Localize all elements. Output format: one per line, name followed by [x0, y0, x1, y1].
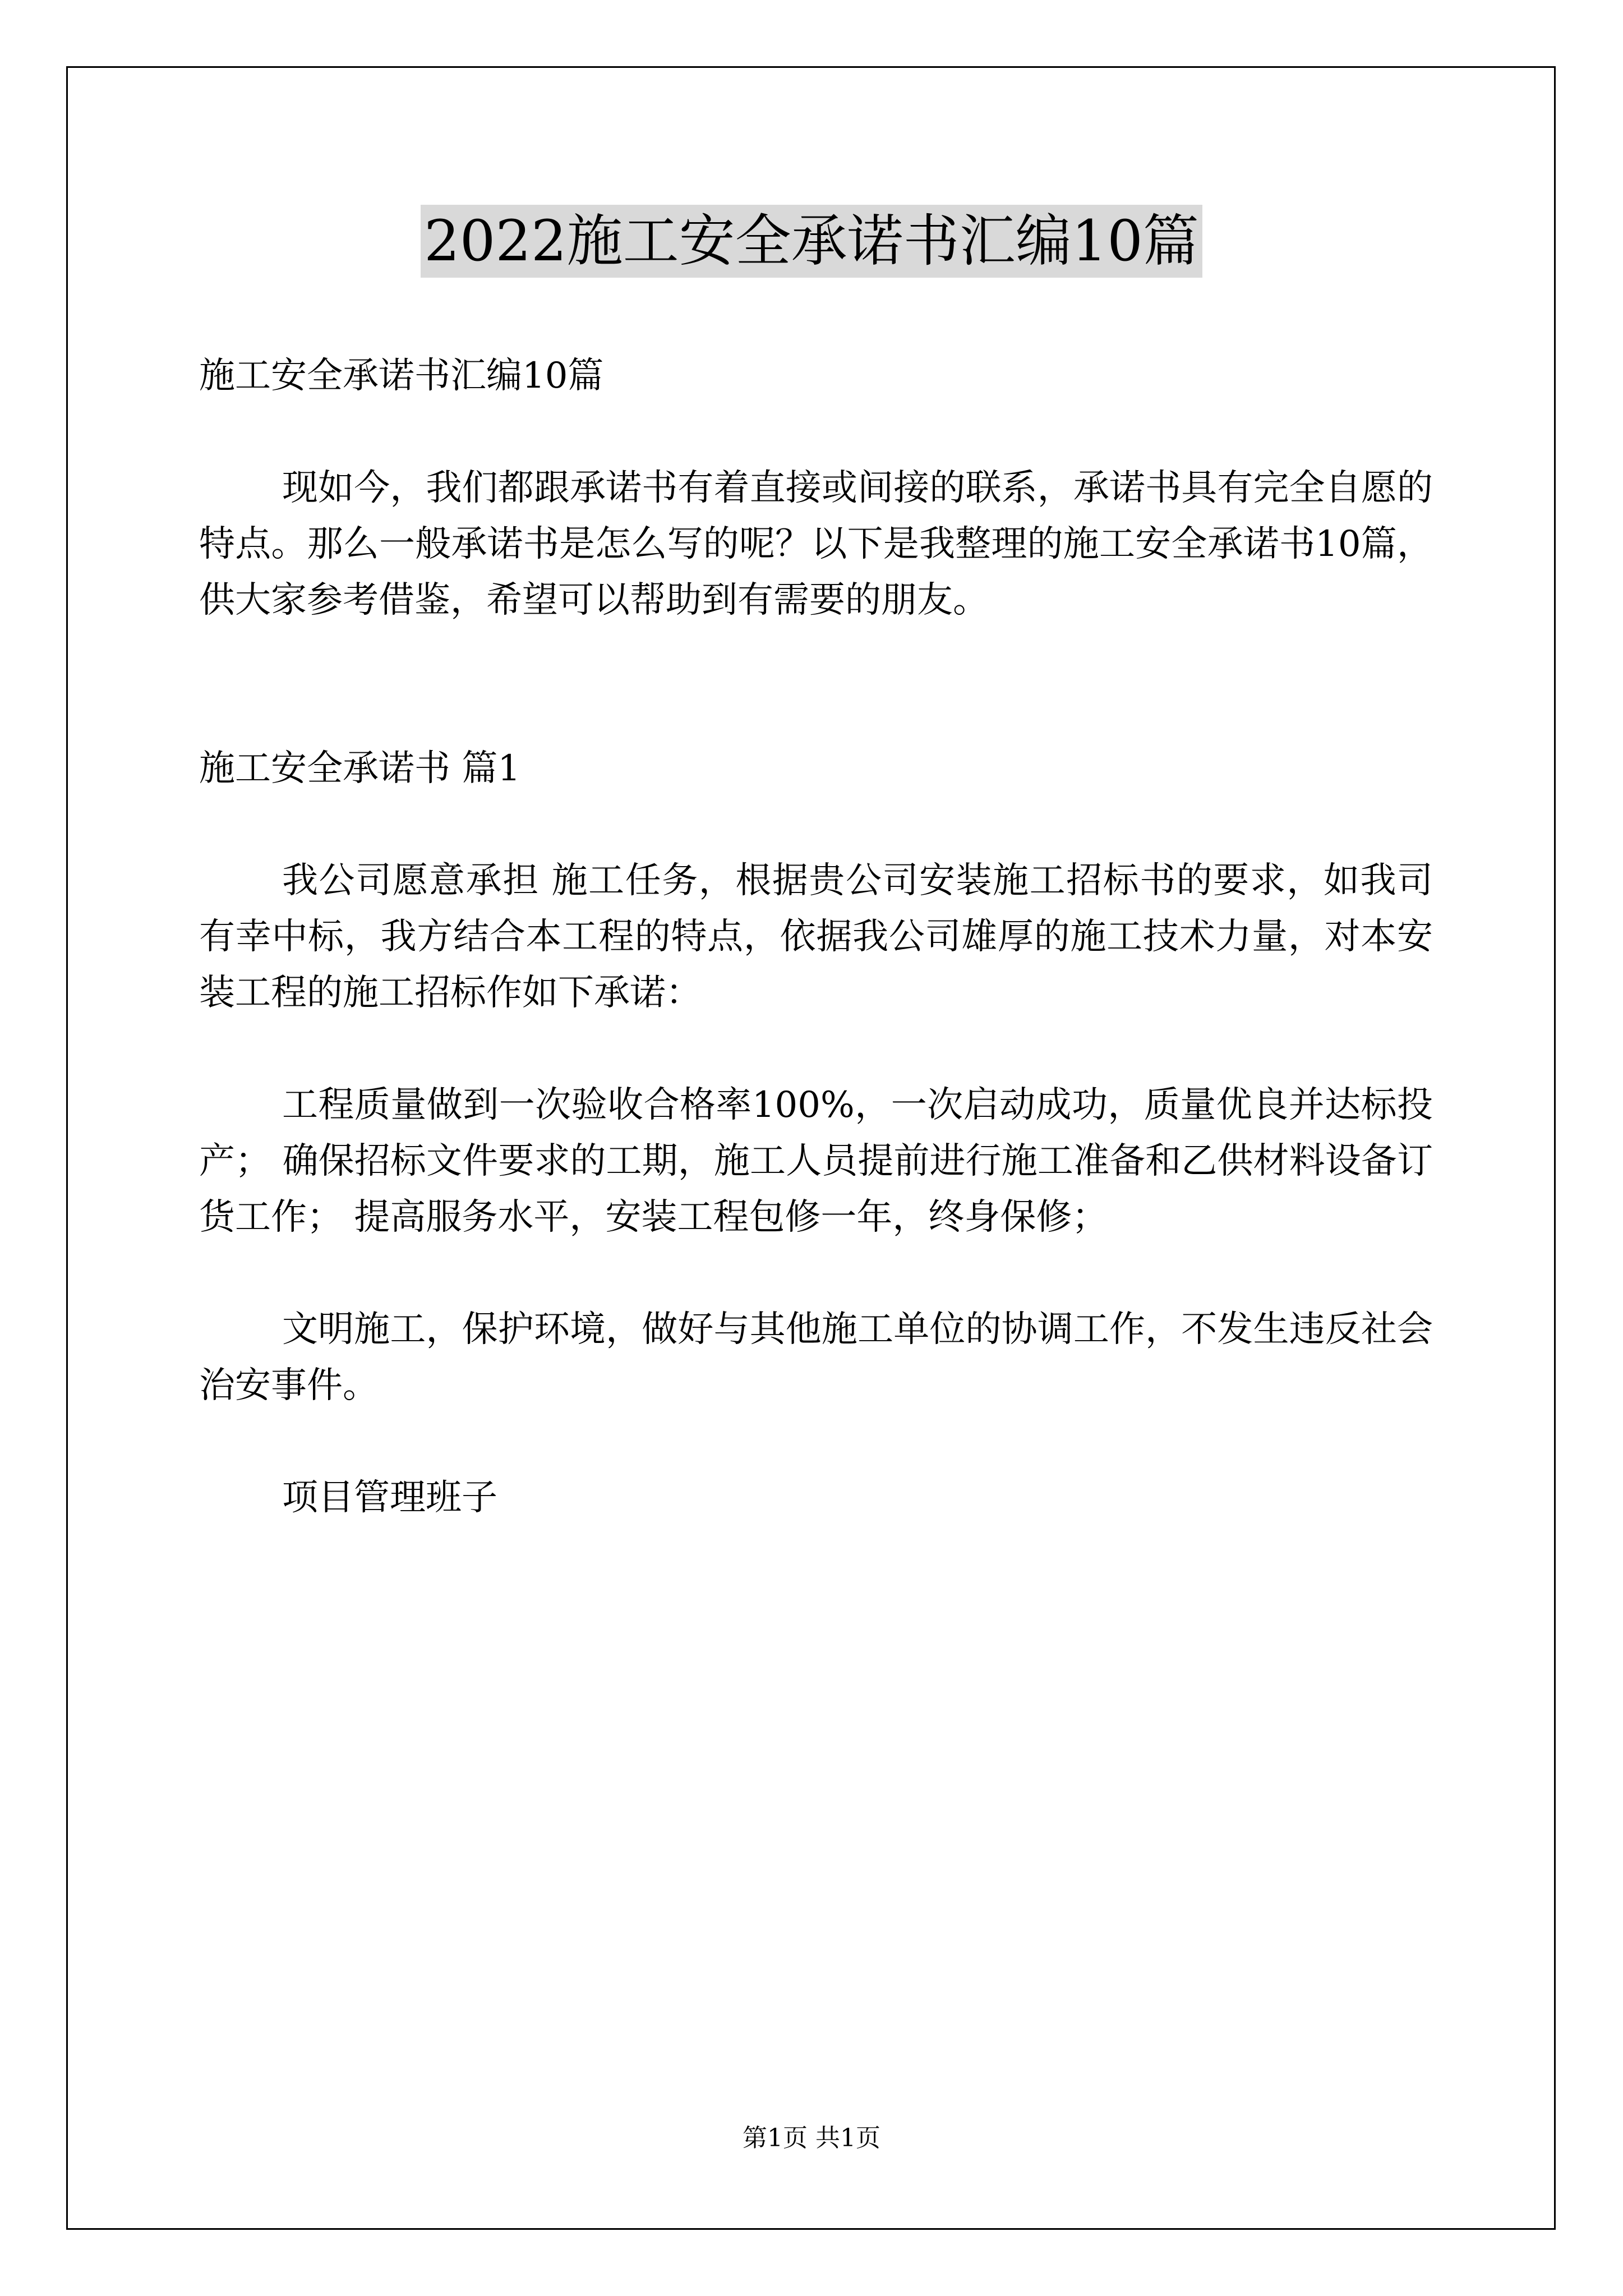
intro-paragraph: 现如今，我们都跟承诺书有着直接或间接的联系，承诺书具有完全自愿的特点。那么一般承诺书是怎么写的呢？以下是我整理的施工安全承诺书10篇，供大家参考借鉴，希望可以帮助到有需要的朋友。	[199, 467, 1433, 621]
section-paragraph: 文明施工，保护环境，做好与其他施工单位的协调工作，不发生违反社会治安事件。	[199, 1309, 1433, 1406]
document-body	[199, 348, 1433, 1582]
document-subtitle: 施工安全承诺书汇编10篇	[199, 355, 604, 397]
document-title: 2022施工安全承诺书汇编10篇	[421, 205, 1202, 278]
section-paragraph: 项目管理班子	[282, 1477, 497, 1519]
section-paragraph: 工程质量做到一次验收合格率100%，一次启动成功，质量优良并达标投产； 确保招标文件要求的工期，施工人员提前进行施工准备和乙供材料设备订货工作； 提高服务水平，安装工程包修一年，终身保修；	[199, 1084, 1433, 1238]
section-paragraph: 我公司愿意承担 施工任务，根据贵公司安装施工招标书的要求，如我司有幸中标，我方结合本工程的特点，依据我公司雄厚的施工技术力量，对本安装工程的施工招标作如下承诺：	[199, 860, 1433, 1014]
title-container	[0, 205, 1623, 278]
page-number: 第1页 共1页	[743, 2124, 880, 2152]
section-heading: 施工安全承诺书 篇1	[199, 748, 521, 789]
section-spacer	[199, 684, 1433, 740]
page-footer	[0, 2122, 1623, 2155]
